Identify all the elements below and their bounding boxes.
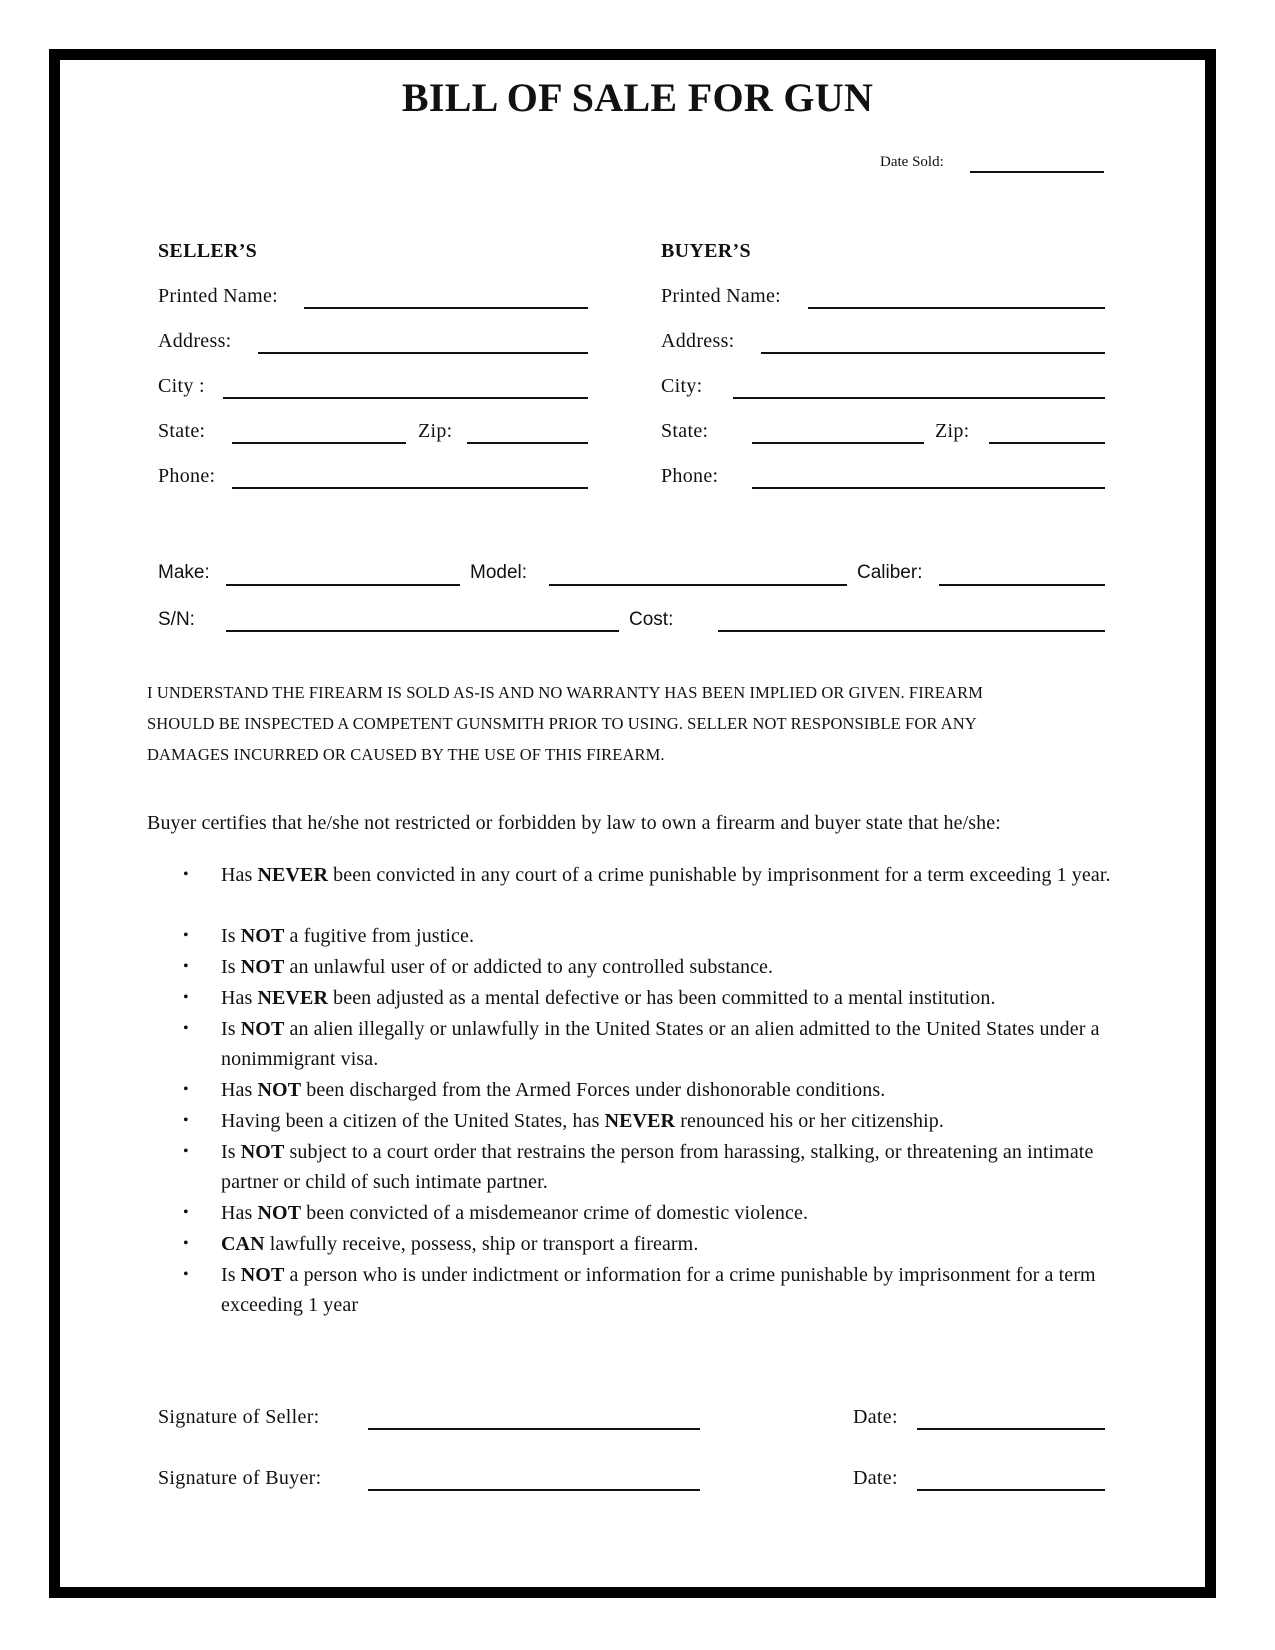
bullet-icon: •	[183, 1112, 189, 1129]
disclaimer-line: I UNDERSTAND THE FIREARM IS SOLD AS-IS AND NO WARRANTY HAS BEEN IMPLIED OR GIVEN. FIREARM	[147, 683, 983, 702]
make-label: Make:	[158, 562, 210, 583]
cost-field[interactable]	[718, 630, 1105, 632]
seller-city-label: City :	[158, 375, 205, 397]
buyer-address-label: Address:	[661, 330, 735, 352]
buyer-state-field[interactable]	[752, 442, 924, 444]
list-item: • Has NOT been discharged from the Armed Forces under dishonorable conditions.	[183, 1075, 1113, 1105]
date-sold-field[interactable]	[970, 171, 1104, 173]
make-field[interactable]	[226, 584, 460, 586]
buyer-signature-field[interactable]	[368, 1489, 700, 1491]
list-item: • Has NOT been convicted of a misdemeanor crime of domestic violence.	[183, 1198, 1113, 1228]
buyer-date-label: Date:	[853, 1467, 898, 1489]
buyer-zip-field[interactable]	[989, 442, 1105, 444]
seller-city-field[interactable]	[223, 397, 588, 399]
buyer-heading: BUYER’S	[661, 240, 751, 262]
bullet-icon: •	[183, 927, 189, 944]
bullet-icon: •	[183, 1143, 189, 1160]
disclaimer-line: SHOULD BE INSPECTED A COMPETENT GUNSMITH PRIOR TO USING. SELLER NOT RESPONSIBLE FOR ANY	[147, 714, 977, 733]
buyer-city-field[interactable]	[733, 397, 1105, 399]
seller-zip-field[interactable]	[467, 442, 588, 444]
buyer-phone-field[interactable]	[752, 487, 1105, 489]
date-sold-label: Date Sold:	[880, 154, 944, 170]
bullet-icon: •	[183, 1235, 189, 1252]
buyer-city-label: City:	[661, 375, 703, 397]
seller-date-field[interactable]	[917, 1428, 1105, 1430]
bullet-icon: •	[183, 1020, 189, 1037]
certification-statement: Buyer certifies that he/she not restricted or forbidden by law to own a firearm and buyer state that he/she:	[147, 812, 1001, 834]
bullet-icon: •	[183, 1081, 189, 1098]
document-title: BILL OF SALE FOR GUN	[401, 75, 874, 120]
seller-phone-field[interactable]	[232, 487, 588, 489]
requirements-list	[183, 860, 1113, 1330]
list-item: • Is NOT a person who is under indictment or information for a crime punishable by imprisonment for a term exceeding 1 year	[183, 1260, 1113, 1320]
bullet-icon: •	[183, 958, 189, 975]
seller-date-label: Date:	[853, 1406, 898, 1428]
list-item: • Is NOT subject to a court order that restrains the person from harassing, stalking, or threatening an intimate partner or child of such intimate partner.	[183, 1137, 1113, 1197]
buyer-phone-label: Phone:	[661, 465, 719, 487]
list-item: • Is NOT an unlawful user of or addicted to any controlled substance.	[183, 952, 1113, 982]
serial-number-field[interactable]	[226, 630, 619, 632]
buyer-date-field[interactable]	[917, 1489, 1105, 1491]
model-field[interactable]	[549, 584, 847, 586]
model-label: Model:	[470, 562, 528, 583]
buyer-signature-label: Signature of Buyer:	[158, 1467, 322, 1489]
bullet-icon: •	[183, 1204, 189, 1221]
buyer-address-field[interactable]	[761, 352, 1105, 354]
cost-label: Cost:	[629, 609, 674, 630]
list-item: • Has NEVER been adjusted as a mental defective or has been committed to a mental institution.	[183, 983, 1113, 1013]
list-item: • CAN lawfully receive, possess, ship or transport a firearm.	[183, 1229, 1113, 1259]
seller-state-label: State:	[158, 420, 206, 442]
list-item: • Is NOT an alien illegally or unlawfully in the United States or an alien admitted to the United States under a nonimmigrant visa.	[183, 1014, 1113, 1074]
seller-printed-name-label: Printed Name:	[158, 285, 278, 307]
seller-phone-label: Phone:	[158, 465, 216, 487]
buyer-printed-name-field[interactable]	[808, 307, 1105, 309]
seller-signature-label: Signature of Seller:	[158, 1406, 320, 1428]
serial-number-label: S/N:	[158, 609, 195, 630]
seller-state-field[interactable]	[232, 442, 406, 444]
seller-signature-field[interactable]	[368, 1428, 700, 1430]
seller-address-field[interactable]	[258, 352, 588, 354]
seller-printed-name-field[interactable]	[304, 307, 588, 309]
disclaimer-line: DAMAGES INCURRED OR CAUSED BY THE USE OF THIS FIREARM.	[147, 745, 665, 764]
seller-address-label: Address:	[158, 330, 232, 352]
seller-heading: SELLER’S	[158, 240, 258, 262]
bullet-icon: •	[183, 1266, 189, 1283]
bullet-icon: •	[183, 866, 189, 883]
buyer-zip-label: Zip:	[935, 420, 970, 442]
bullet-icon: •	[183, 989, 189, 1006]
buyer-printed-name-label: Printed Name:	[661, 285, 781, 307]
buyer-state-label: State:	[661, 420, 709, 442]
list-item: • Having been a citizen of the United States, has NEVER renounced his or her citizenship.	[183, 1106, 1113, 1136]
caliber-field[interactable]	[939, 584, 1105, 586]
list-item: • Has NEVER been convicted in any court of a crime punishable by imprisonment for a term exceeding 1 year.	[183, 860, 1113, 890]
caliber-label: Caliber:	[857, 562, 923, 583]
seller-zip-label: Zip:	[418, 420, 453, 442]
list-item: • Is NOT a fugitive from justice.	[183, 921, 1113, 951]
